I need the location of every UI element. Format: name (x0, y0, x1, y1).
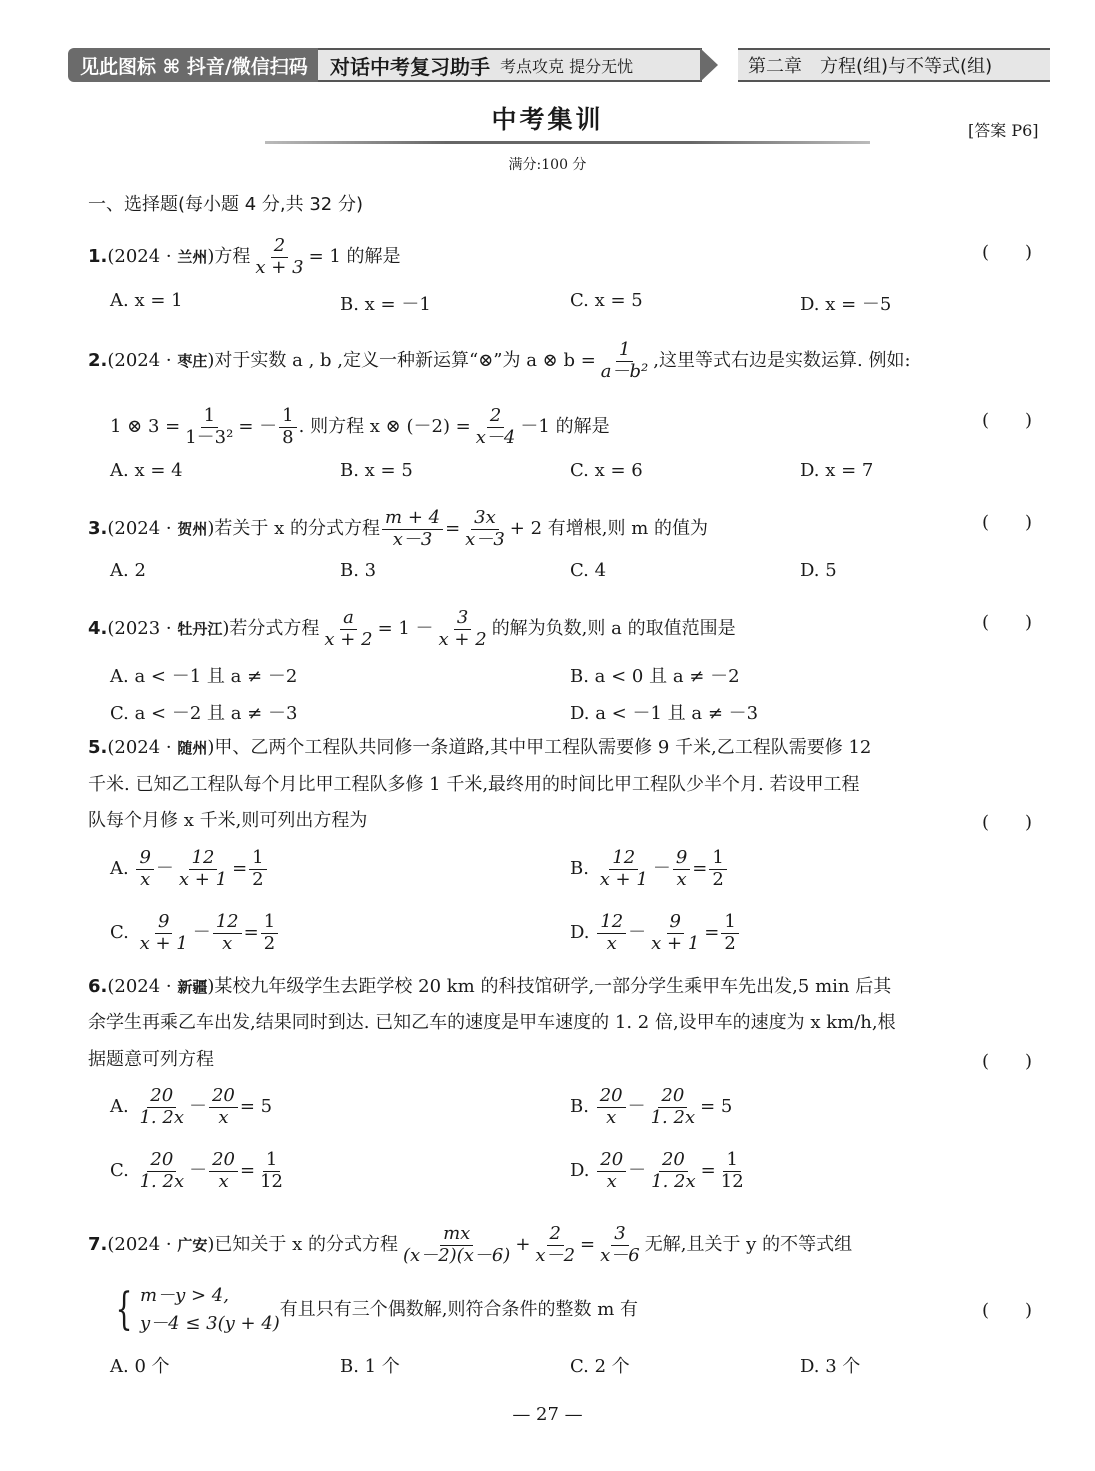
question-5-stem-line3: 队每个月修 x 千米,则可列出方程为 (88, 810, 368, 831)
banner-arrow-icon (700, 48, 718, 82)
assistant-banner[interactable] (318, 48, 702, 82)
answer-blank-3[interactable]: ( ) (982, 512, 1033, 533)
q4-option-c[interactable]: C. a < －2 且 a ≠ －3 (110, 703, 298, 724)
q1-option-a[interactable]: A. x = 1 (110, 290, 183, 311)
answer-blank-1[interactable]: ( ) (982, 242, 1033, 263)
q5-option-a[interactable]: A. $\frac{9}{x}$ － $\frac{12}{x + 1}$ = $\frac{1}{2}$ (110, 848, 269, 890)
chapter-banner (738, 48, 1050, 82)
assistant-title: 对话中考复习助手 (330, 54, 490, 79)
question-2-stem-line1: 2.(2024 · 枣庄)对于实数 a , b ,定义一种新运算“⊗”为 a ⊗ b = $\frac{1}{\text{a－b²}}$ ,这里等式右边是实数运算. 例如: (88, 339, 911, 382)
q7-option-b[interactable]: B. 1 个 (340, 1356, 400, 1377)
q7-option-a[interactable]: A. 0 个 (110, 1356, 170, 1377)
question-5-stem-line2: 千米. 已知乙工程队每个月比甲工程队多修 1 千米,最终用的时间比甲工程队少半个月. 若设甲工程 (88, 774, 860, 795)
q4-option-d[interactable]: D. a < －1 且 a ≠ －3 (570, 703, 759, 724)
q3-option-c[interactable]: C. 4 (570, 560, 607, 581)
q4-option-a[interactable]: A. a < －1 且 a ≠ －2 (110, 666, 298, 687)
chapter-title: 第二章 方程(组)与不等式(组) (748, 56, 993, 77)
answer-blank-2[interactable]: ( ) (982, 410, 1033, 431)
q5-option-c[interactable]: C. $\frac{9}{x + 1}$ － $\frac{12}{x}$ = $\frac{1}{2}$ (110, 912, 280, 954)
answer-blank-6[interactable]: ( ) (982, 1051, 1033, 1072)
answer-reference: [答案 P6] (968, 121, 1039, 140)
answer-blank-4[interactable]: ( ) (982, 612, 1033, 633)
q1-option-b[interactable]: B. x = －1 (340, 294, 431, 315)
q6-option-a[interactable]: A. $\frac{20}{1. 2x}$ － $\frac{20}{x}$ = 5 (110, 1085, 273, 1128)
scan-code-banner[interactable] (68, 48, 318, 82)
q7-option-d[interactable]: D. 3 个 (800, 1356, 861, 1377)
scan-label: 见此图标 ⌘ 抖音/微信扫码 (80, 55, 308, 78)
question-7-stem-line2: { m－y > 4, y－4 ≤ 3(y + 4) 有且只有三个偶数解,则符合条件的整数 m 有 (110, 1282, 638, 1338)
page-number: — 27 — (512, 1404, 583, 1425)
question-3-stem: 3.(2024 · 贺州)若关于 x 的分式方程 $\frac{m + 4}{x-3}$ = $\frac{3x}{x-3}$ + 2 有增根,则 m 的值为 (88, 507, 708, 550)
q2-option-a[interactable]: A. x = 4 (110, 460, 183, 481)
q7-option-c[interactable]: C. 2 个 (570, 1356, 630, 1377)
question-6-stem-line2: 余学生再乘乙车出发,结果同时到达. 已知乙车的速度是甲车速度的 1. 2 倍,设甲车的速度为 x km/h,根 (88, 1012, 896, 1033)
inequality-system: { m－y > 4, y－4 ≤ 3(y + 4) (115, 1284, 280, 1335)
question-2-stem-line2: 1 ⊗ 3 = $\frac{1}{\text{1－3²}}$ = － $\frac{1}{8}$ . 则方程 x ⊗ (－2) = $\frac{2}{x-4}$ －1 的解是 (110, 405, 610, 448)
title-divider (265, 141, 870, 144)
page-title: 中考集训 (491, 105, 604, 134)
answer-blank-5[interactable]: ( ) (982, 812, 1033, 833)
q6-option-c[interactable]: C. $\frac{20}{1. 2x}$ － $\frac{20}{x}$ = $\frac{1}{12}$ (110, 1149, 283, 1192)
question-5-stem-line1: 5.(2024 · 随州)甲、乙两个工程队共同修一条道路,其中甲工程队需要修 9 千米,乙工程队需要修 12 (88, 737, 872, 758)
answer-blank-7[interactable]: ( ) (982, 1300, 1033, 1321)
section-heading: 一、选择题(每小题 4 分,共 32 分) (88, 194, 364, 215)
q5-option-d[interactable]: D. $\frac{12}{x}$ － $\frac{9}{x + 1}$ = $\frac{1}{2}$ (570, 912, 741, 954)
q2-option-c[interactable]: C. x = 6 (570, 460, 643, 481)
q3-option-d[interactable]: D. 5 (800, 560, 837, 581)
left-brace-icon: { (115, 1284, 133, 1335)
q6-option-b[interactable]: B. $\frac{20}{x}$ － $\frac{20}{1. 2x}$ = 5 (570, 1085, 733, 1128)
q4-option-b[interactable]: B. a < 0 且 a ≠ －2 (570, 666, 740, 687)
full-score: 满分:100 分 (508, 157, 587, 173)
q5-option-b[interactable]: B. $\frac{12}{x + 1}$ － $\frac{9}{x}$ = $\frac{1}{2}$ (570, 848, 729, 890)
question-6-stem-line3: 据题意可列方程 (88, 1049, 214, 1070)
question-1-stem: 1.(2024 · 兰州)方程 $\frac{2}{x + 3}$ = 1 的解是 (88, 235, 401, 278)
question-7-stem-line1: 7.(2024 · 广安)已知关于 x 的分式方程 $\frac{mx}{(x-2)(x-6)}$ + $\frac{2}{x-2}$ = $\frac{3}{x-6}$ 无解,且关于 y 的不等式组 (88, 1223, 853, 1266)
q1-option-d[interactable]: D. x = －5 (800, 294, 892, 315)
q3-option-a[interactable]: A. 2 (110, 560, 146, 581)
question-6-stem-line1: 6.(2024 · 新疆)某校九年级学生去距学校 20 km 的科技馆研学,一部分学生乘甲车先出发,5 min 后其 (88, 976, 892, 997)
question-4-stem: 4.(2023 · 牡丹江)若分式方程 $\frac{a}{x + 2}$ = 1 － $\frac{3}{x + 2}$ 的解为负数,则 a 的取值范围是 (88, 607, 736, 650)
q1-option-c[interactable]: C. x = 5 (570, 290, 643, 311)
assistant-slogan: 考点攻克 提分无忧 (500, 56, 634, 76)
q2-option-d[interactable]: D. x = 7 (800, 460, 874, 481)
q6-option-d[interactable]: D. $\frac{20}{x}$ － $\frac{20}{1. 2x}$ = $\frac{1}{12}$ (570, 1149, 744, 1192)
q3-option-b[interactable]: B. 3 (340, 560, 377, 581)
q2-option-b[interactable]: B. x = 5 (340, 460, 413, 481)
